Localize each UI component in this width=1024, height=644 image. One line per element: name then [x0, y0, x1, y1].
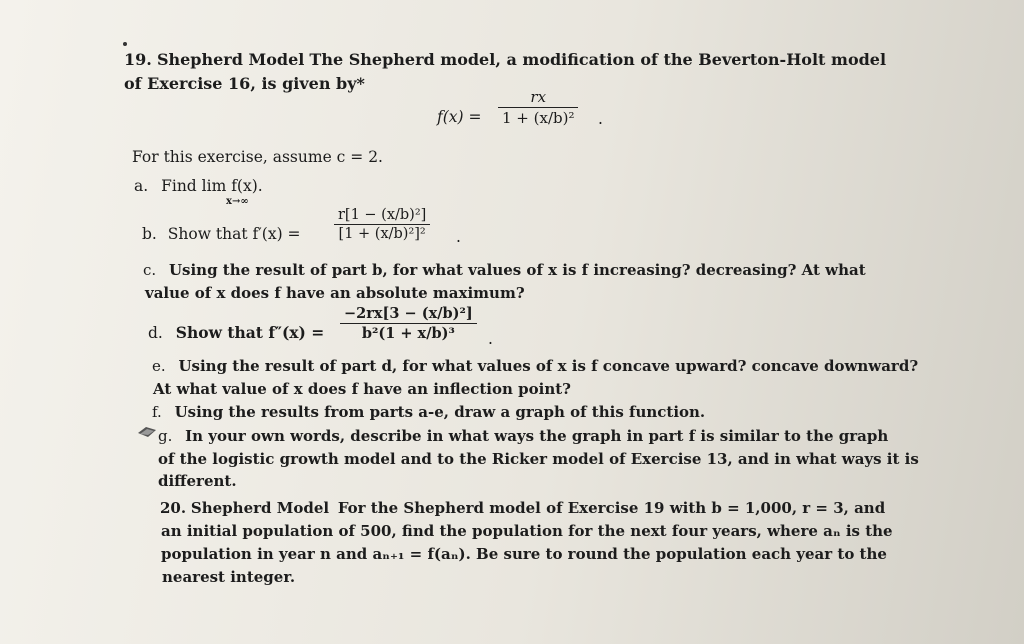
part-g-text-line1: In your own words, describe in what ways the graph in part f is similar to the graph [185, 427, 889, 445]
part-f [152, 403, 705, 421]
page-speck [123, 42, 127, 46]
second-derivative-fraction [340, 305, 477, 342]
part-b [142, 225, 301, 243]
part-a [134, 177, 263, 195]
exercise-20-text-line4: nearest integer. [162, 568, 296, 586]
part-b-period: . [456, 228, 461, 246]
derivative-numerator: r[1 − (x/b)²] [338, 207, 427, 223]
part-e-text-line2: At what value of x does f have an inflection point? [153, 380, 571, 398]
formula-numerator: rx [530, 88, 547, 106]
exercise-20-text-line3: population in year n and aₙ₊₁ = f(aₙ). Be sure to round the population each year to the [161, 545, 887, 563]
fraction-bar [334, 224, 430, 225]
assumption-text: For this exercise, assume c = 2. [132, 148, 383, 166]
part-d-text: Show that f″(x) = [175, 323, 325, 342]
exercise-20-text-line1: For the Shepherd model of Exercise 19 with b = 1,000, r = 3, and [337, 499, 886, 517]
part-e [152, 357, 918, 375]
limit-subscript: x→∞ [226, 196, 249, 207]
part-e-text-line1: Using the result of part d, for what values of x is f concave upward? concave downward? [178, 357, 919, 375]
formula-period: . [598, 110, 603, 128]
exercise-19-intro-line2: of Exercise 16, is given by* [124, 74, 365, 93]
part-a-label: a. [134, 177, 149, 195]
part-c-label: c. [143, 261, 157, 279]
part-f-label: f. [152, 403, 162, 421]
derivative-fraction [334, 207, 430, 242]
fraction-bar [340, 323, 477, 324]
part-c [143, 261, 866, 279]
part-d [148, 323, 324, 342]
exercise-20-text-line2: an initial population of 500, find the population for the next four years, where aₙ is the [161, 522, 893, 540]
exercise-19-number: 19. [124, 50, 152, 69]
part-c-text-line1: Using the result of part b, for what values of x is f increasing? decreasing? At what [168, 261, 866, 279]
writing-exercise-icon [136, 425, 158, 439]
derivative-denominator: [1 + (x/b)²]² [338, 226, 426, 242]
part-d-period: . [488, 330, 493, 348]
part-d-label: d. [148, 324, 163, 342]
part-g-text-line3: different. [158, 472, 237, 490]
part-c-text-line2: value of x does f have an absolute maximum? [145, 284, 525, 302]
exercise-19-title: Shepherd Model [156, 50, 305, 69]
formula-lhs: f(x) = [437, 108, 482, 126]
exercise-19-intro-line1: The Shepherd model, a modification of the Beverton-Holt model [309, 50, 887, 69]
exercise-20-heading [160, 499, 885, 517]
fraction-bar [498, 107, 578, 108]
formula-denominator: 1 + (x/b)² [502, 109, 575, 127]
part-g-label: g. [158, 427, 173, 445]
second-derivative-numerator: −2rx[3 − (x/b)²] [344, 305, 473, 322]
part-b-label: b. [142, 225, 157, 243]
second-derivative-denominator: b²(1 + x/b)³ [361, 325, 455, 342]
part-b-text: Show that f′(x) = [167, 225, 301, 243]
formula-fraction [498, 88, 578, 127]
exercise-19-heading [124, 50, 886, 69]
part-a-text: Find lim f(x). [161, 177, 263, 195]
exercise-20-title: Shepherd Model [190, 499, 330, 517]
part-g [158, 427, 888, 445]
exercise-20-number: 20. [160, 499, 187, 517]
part-e-label: e. [152, 357, 166, 375]
part-f-text: Using the results from parts a-e, draw a graph of this function. [174, 403, 706, 421]
part-g-text-line2: of the logistic growth model and to the Ricker model of Exercise 13, and in what ways it is [158, 450, 919, 468]
